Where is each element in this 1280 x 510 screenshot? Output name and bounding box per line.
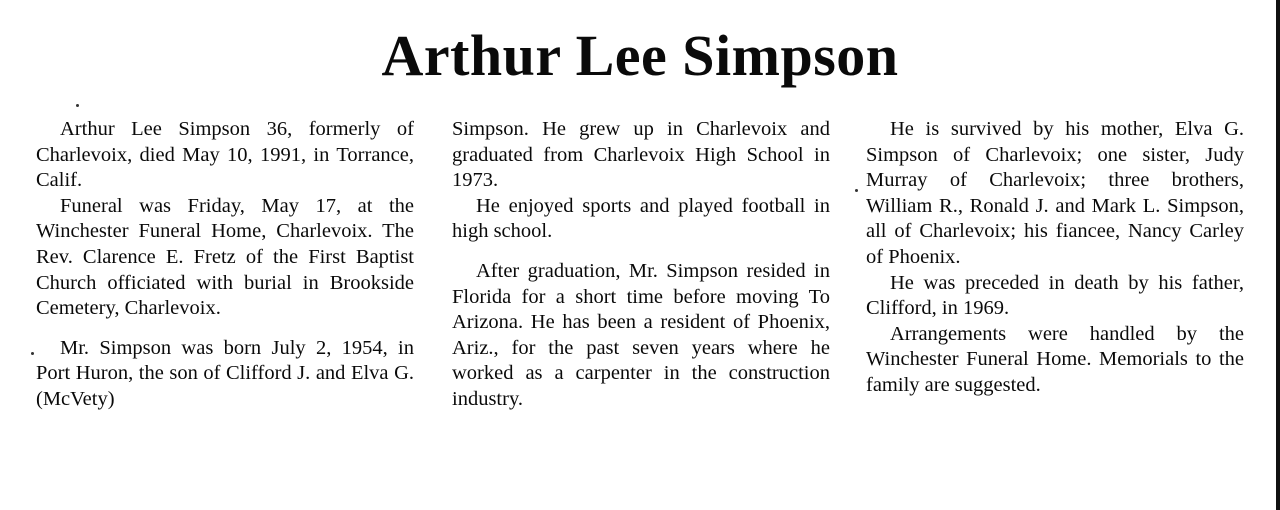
- paragraph-funeral: Funeral was Friday, May 17, at the Winchester Funeral Home, Charlevoix. The Rev. Clarence E. Fretz of the First Baptist Church officiated with burial in Brookside Cemetery, Charlevoix.: [36, 194, 414, 320]
- paragraph-death-notice: Arthur Lee Simpson 36, formerly of Charlevoix, died May 10, 1991, in Torrance, Calif.: [36, 118, 414, 192]
- paragraph-birth: Mr. Simpson was born July 2, 1954, in Port Huron, the son of Clifford J. and Elva G. (McVety): [36, 336, 414, 410]
- paragraph-preceded: He was preceded in death by his father, Clifford, in 1969.: [866, 271, 1244, 320]
- obituary-headline: Arthur Lee Simpson: [381, 23, 899, 88]
- paragraph-arrangements: Arrangements were handled by the Winchester Funeral Home. Memorials to the family are suggested.: [866, 322, 1244, 396]
- text-column-3: [866, 117, 1244, 399]
- paragraph-upbringing: Simpson. He grew up in Charlevoix and graduated from Charlevoix High School in 1973.: [452, 118, 830, 192]
- text-column-1: [36, 117, 414, 413]
- paragraph-sports: He enjoyed sports and played football in high school.: [452, 194, 830, 243]
- paragraph-survivors: He is survived by his mother, Elva G. Simpson of Charlevoix; one sister, Judy Murray of Charlevoix; three brothers, William R., Ronald J. and Mark L. Simpson, all of Charlevoix; his fiancee, Nancy Carley of Phoenix.: [866, 118, 1244, 268]
- text-column-2: [452, 117, 830, 413]
- print-speck: [855, 189, 858, 192]
- print-speck: [31, 352, 34, 355]
- paragraph-career: After graduation, Mr. Simpson resided in Florida for a short time before moving To Arizona. He has been a resident of Phoenix, Ariz., for the past seven years where he worked as a carpenter in the construction industry.: [452, 259, 830, 410]
- print-speck: [76, 104, 79, 107]
